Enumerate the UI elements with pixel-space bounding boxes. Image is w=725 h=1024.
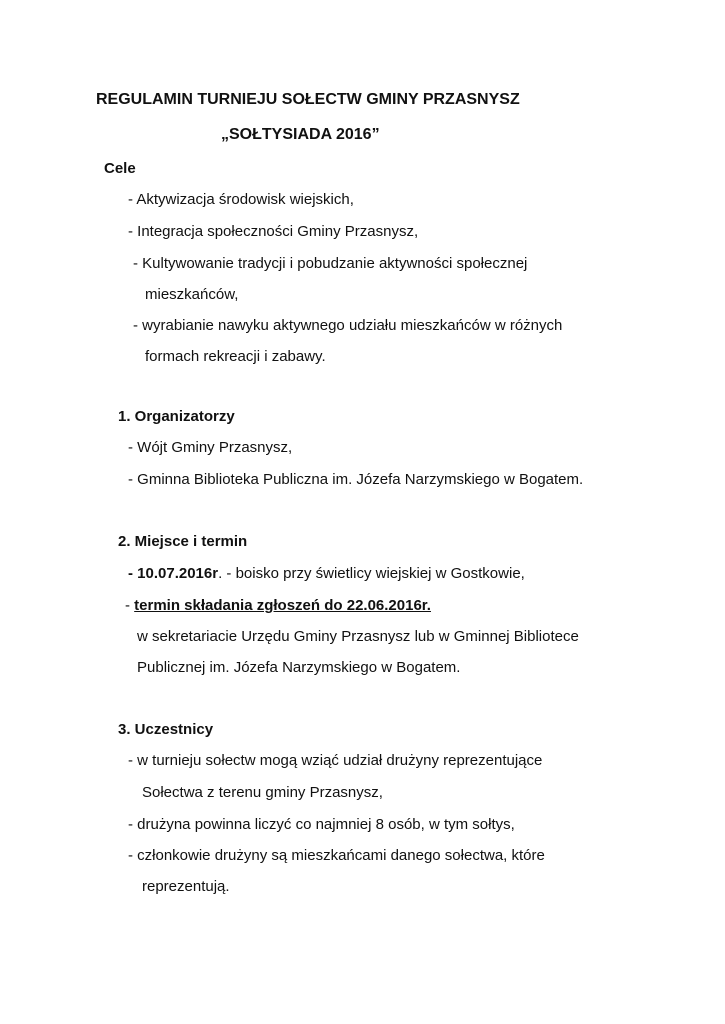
registration-deadline: termin składania zgłoszeń do 22.06.2016r. (134, 597, 431, 614)
participant-item-continuation: reprezentują. (142, 878, 230, 895)
participant-item: - w turnieju sołectw mogą wziąć udział drużyny reprezentujące (128, 752, 543, 769)
goals-item-continuation: formach rekreacji i zabawy. (145, 348, 326, 365)
deadline-detail: w sekretariacie Urzędu Gminy Przasnysz lub w Gminnej Bibliotece (137, 628, 579, 645)
section-heading-organizers: 1. Organizatorzy (118, 408, 235, 425)
event-location: . - boisko przy świetlicy wiejskiej w Gostkowie, (218, 565, 525, 582)
organizer-item: - Gminna Biblioteka Publiczna im. Józefa Narzymskiego w Bogatem. (128, 471, 584, 488)
event-date-line (128, 564, 525, 584)
section-heading-participants: 3. Uczestnicy (118, 721, 214, 738)
organizer-item: - Wójt Gminy Przasnysz, (128, 439, 293, 456)
deadline-line (125, 596, 431, 616)
participant-item: - drużyna powinna liczyć co najmniej 8 osób, w tym sołtys, (128, 816, 515, 833)
goals-heading: Cele (104, 160, 136, 177)
document-subtitle: „SOŁTYSIADA 2016” (221, 126, 380, 143)
goals-item: - Integracja społeczności Gminy Przasnysz, (128, 223, 419, 240)
participant-item: - członkowie drużyny są mieszkańcami danego sołectwa, które (128, 847, 545, 864)
participant-item-continuation: Sołectwa z terenu gminy Przasnysz, (142, 784, 383, 801)
goals-item: - Kultywowanie tradycji i pobudzanie aktywności społecznej (133, 255, 528, 272)
deadline-detail: Publicznej im. Józefa Narzymskiego w Bogatem. (137, 659, 461, 676)
goals-item-continuation: mieszkańców, (145, 286, 239, 303)
document-title: REGULAMIN TURNIEJU SOŁECTW GMINY PRZASNYSZ (96, 91, 520, 108)
goals-item: - Aktywizacja środowisk wiejskich, (128, 191, 354, 208)
event-date: - 10.07.2016r (128, 565, 219, 582)
goals-item: - wyrabianie nawyku aktywnego udziału mieszkańców w różnych (133, 317, 563, 334)
section-heading-place-date: 2. Miejsce i termin (118, 533, 248, 550)
deadline-dash: - (125, 597, 135, 614)
